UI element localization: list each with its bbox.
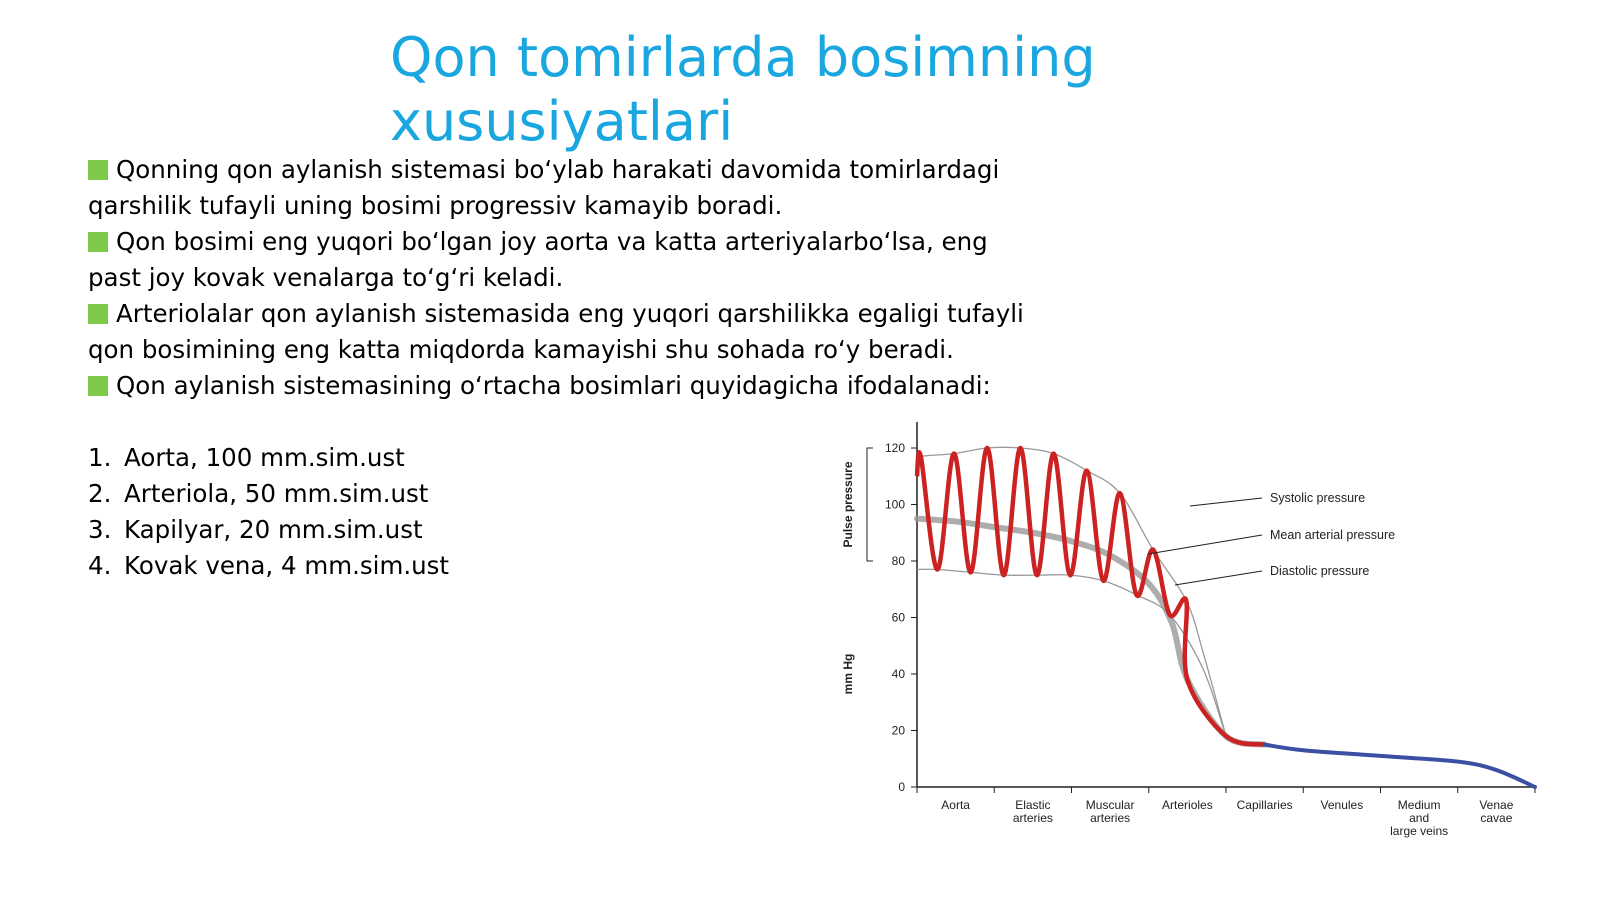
y-tick-label: 40 <box>891 667 905 681</box>
slide-title: Qon tomirlarda bosimning xususiyatlari <box>390 26 1096 153</box>
bullet-paragraph-1 <box>88 152 1028 224</box>
list-text: Aorta, 100 mm.sim.ust <box>124 443 405 472</box>
list-number: 2. <box>88 479 112 508</box>
paragraph-text: Qonning qon aylanish sistemasi boʻylab harakati davomida tomirlardagi qarshilik tufayli uning bosimi progressiv kamayib boradi. <box>88 155 1000 220</box>
list-item <box>88 548 449 584</box>
venous-pressure-line <box>1265 745 1535 787</box>
bullet-paragraphs <box>88 152 1028 404</box>
green-square-icon <box>88 304 108 324</box>
diastolic-annotation-leader <box>1175 571 1262 585</box>
paragraph-text: Qon bosimi eng yuqori boʻlgan joy aorta va katta arteriyalarboʻlsa, eng past joy kovak venalarga toʻgʻri keladi. <box>88 227 988 292</box>
y-tick-label: 20 <box>891 723 905 738</box>
list-item <box>88 476 449 512</box>
x-tick-label: Arterioles <box>1162 798 1213 812</box>
list-item <box>88 512 449 548</box>
y-axis-label: mm Hg <box>841 653 855 695</box>
list-number: 1. <box>88 443 112 472</box>
list-text: Kapilyar, 20 mm.sim.ust <box>124 515 423 544</box>
x-tick-label: Elastic arteries <box>1012 798 1053 825</box>
x-tick-label: Medium and large veins <box>1390 798 1449 838</box>
diastolic-annotation-label: Diastolic pressure <box>1270 564 1370 578</box>
green-square-icon <box>88 232 108 252</box>
list-text: Kovak vena, 4 mm.sim.ust <box>124 551 450 580</box>
y-tick-label: 60 <box>891 610 905 625</box>
bullet-paragraph-2 <box>88 224 1028 296</box>
x-tick-label: Aorta <box>941 798 970 812</box>
paragraph-text: Arteriolalar qon aylanish sistemasida eng yuqori qarshilikka egaligi tufayli qon bosimining eng katta miqdorda kamayishi shu sohada roʻy beradi. <box>88 299 1024 364</box>
y-tick-label: 0 <box>898 780 905 794</box>
pulse-pressure-label: Pulse pressure <box>841 461 855 548</box>
pressure-list <box>88 440 449 584</box>
systolic-envelope-line <box>917 447 1226 736</box>
y-tick-label: 100 <box>884 497 905 512</box>
list-text: Arteriola, 50 mm.sim.ust <box>124 479 429 508</box>
systolic-annotation-label: Systolic pressure <box>1270 491 1366 505</box>
blood-pressure-chart <box>840 418 1580 858</box>
mean-annotation-leader <box>1148 535 1262 554</box>
green-square-icon <box>88 160 108 180</box>
list-number: 4. <box>88 551 112 580</box>
green-square-icon <box>88 376 108 396</box>
mean-annotation-label: Mean arterial pressure <box>1270 528 1396 542</box>
x-tick-label: Muscular arteries <box>1085 798 1135 825</box>
list-number: 3. <box>88 515 112 544</box>
pulse-pressure-wave <box>917 448 1265 745</box>
x-tick-label: Venules <box>1320 798 1364 812</box>
paragraph-text: Qon aylanish sistemasining oʻrtacha bosimlari quyidagicha ifodalanadi: <box>116 371 991 400</box>
systolic-annotation-leader <box>1190 498 1262 506</box>
x-tick-label: Venae cavae <box>1479 798 1514 825</box>
bullet-paragraph-4 <box>88 368 1028 404</box>
x-tick-label: Capillaries <box>1236 798 1293 812</box>
mean-pressure-line <box>917 519 1265 745</box>
pulse-pressure-bracket <box>867 448 873 561</box>
bullet-paragraph-3 <box>88 296 1028 368</box>
y-tick-label: 80 <box>891 554 905 568</box>
list-item <box>88 440 449 476</box>
y-tick-label: 120 <box>884 441 905 455</box>
